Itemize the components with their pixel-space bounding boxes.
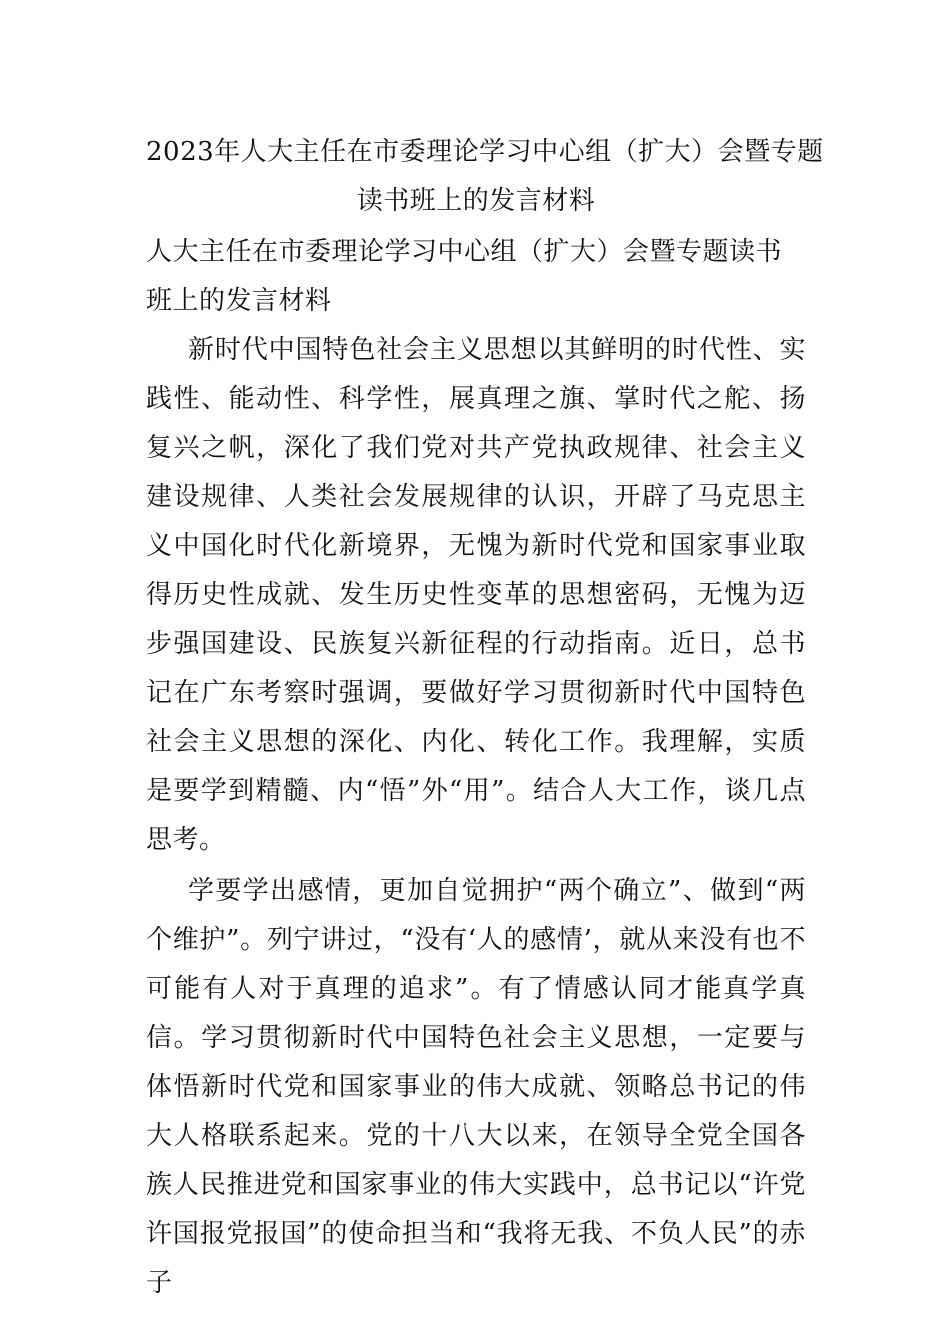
document-page (146, 128, 824, 1308)
document-subtitle: 人大主任在市委理论学习中心组（扩大）会暨专题读书班上的发言材料 (146, 237, 783, 316)
title-line-2: 读书班上的发言材料 (356, 186, 596, 216)
title-line-1: 2023年人大主任在市委理论学习中心组（扩大）会暨专题 (146, 137, 824, 167)
body-paragraph-2: 学要学出感情，更加自觉拥护“两个确立”、做到“两个维护”。列宁讲过，“没有‘人的感情’，就从来没有也不可能有人对于真理的追求”。有了情感认同才能真学真信。学习贯彻新时代中国特色社会主义思想，一定要与体悟新时代党和国家事业的伟大成就、领略总书记的伟大人格联系起来。党的十八大以来，在领导全党全国各族人民推进党和国家事业的伟大实践中，总书记以“许党许国报党报国”的使命担当和“我将无我、不负人民”的赤子 (146, 876, 806, 1298)
body-paragraph-1: 新时代中国特色社会主义思想以其鲜明的时代性、实践性、能动性、科学性，展真理之旗、掌时代之舵、扬复兴之帆，深化了我们党对共产党执政规律、社会主义建设规律、人类社会发展规律的认识，开辟了马克思主义中国化时代化新境界，无愧为新时代党和国家事业取得历史性成就、发生历史性变革的思想密码，无愧为迈步强国建设、民族复兴新征程的行动指南。近日，总书记在广东考察时强调，要做好学习贯彻新时代中国特色社会主义思想的深化、内化、转化工作。我理解，实质是要学到精髓、内“悟”外“用”。结合人大工作，谈几点思考。 (146, 335, 806, 855)
document-title (146, 128, 824, 226)
